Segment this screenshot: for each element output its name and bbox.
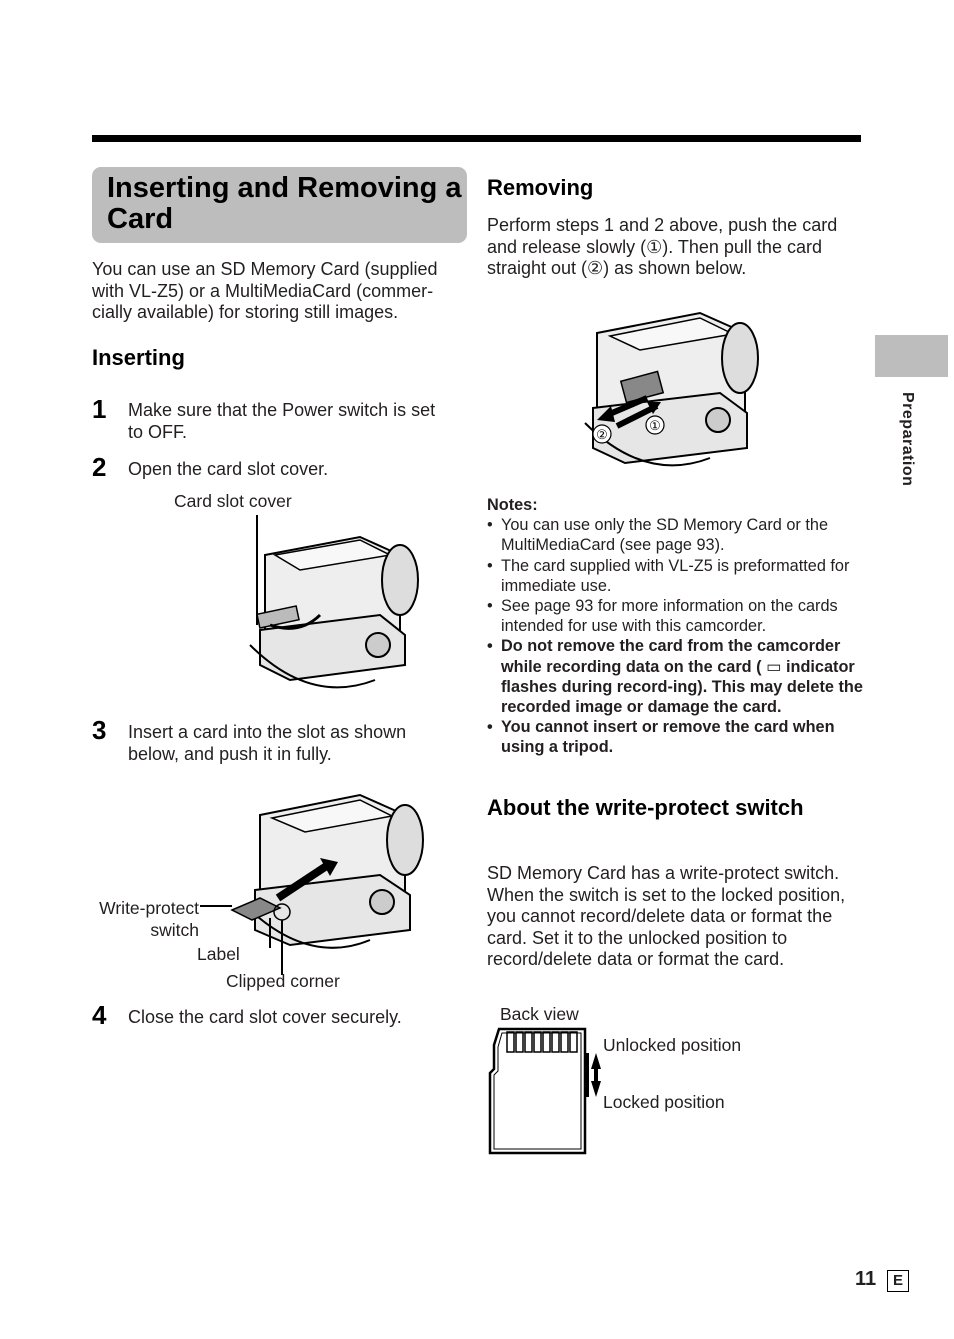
section-tab	[875, 335, 948, 377]
sd-card-back-view-diagram	[485, 1025, 605, 1160]
callout-1: ①	[649, 418, 661, 433]
notes-heading: Notes:	[487, 496, 538, 514]
removing-heading: Removing	[487, 175, 594, 200]
camcorder-open-cover-illustration	[240, 515, 425, 705]
step-2-text: Open the card slot cover.	[128, 459, 329, 479]
note-item-warning: • You cannot insert or remove the card when using a tripod.	[487, 717, 865, 757]
unlocked-position-label: Unlocked position	[603, 1035, 742, 1055]
note-item: • The card supplied with VL-Z5 is preformatted for immediate use.	[487, 556, 865, 596]
step-4-text: Close the card slot cover securely.	[128, 1007, 402, 1027]
write-protect-switch-label: Write-protect switch	[99, 898, 199, 940]
callout-2: ②	[596, 427, 608, 442]
camcorder-remove-card-illustration	[575, 298, 765, 480]
language-box: E	[887, 1270, 909, 1292]
note-item-warning: • Do not remove the card from the camcorder while recording data on the card ( ▭ indicator flashes during record-ing). This may delete the recorded image or damage the card.	[487, 636, 865, 717]
page-title: Inserting and Removing a Card	[107, 172, 462, 235]
step-1-number: 1	[92, 394, 107, 424]
notes-section	[487, 495, 865, 758]
section-tab-label: Preparation	[899, 392, 916, 487]
note-item: • See page 93 for more information on the cards intended for use with this camcorder.	[487, 596, 865, 636]
top-rule	[92, 135, 861, 142]
card-label-label: Label	[197, 944, 240, 964]
locked-position-label: Locked position	[603, 1092, 725, 1112]
removing-text: Perform steps 1 and 2 above, push the card and release slowly (①). Then pull the card straight out (②) as shown below.	[487, 215, 838, 278]
step-2-number: 2	[92, 452, 107, 482]
page-number: 11	[855, 1268, 877, 1290]
clipped-corner-label: Clipped corner	[226, 971, 340, 991]
inserting-heading: Inserting	[92, 345, 185, 370]
note-item: • You can use only the SD Memory Card or the MultiMediaCard (see page 93).	[487, 515, 865, 555]
step-3-text: Insert a card into the slot as shown below, and push it in fully.	[128, 722, 407, 764]
write-protect-text: SD Memory Card has a write-protect switch. When the switch is set to the locked position, you cannot record/delete data or format the card. Set it to the unlocked position to record/delete data or format the card.	[487, 863, 846, 969]
intro-text: You can use an SD Memory Card (supplied with VL-Z5) or a MultiMediaCard (commer-cially available) for storing still images.	[92, 259, 438, 322]
step-3-number: 3	[92, 715, 107, 745]
back-view-label: Back view	[500, 1004, 579, 1024]
write-protect-heading: About the write-protect switch	[487, 795, 804, 820]
step-4-number: 4	[92, 1000, 107, 1030]
card-slot-cover-label: Card slot cover	[174, 491, 292, 511]
step-1-text: Make sure that the Power switch is set to OFF.	[128, 400, 436, 442]
